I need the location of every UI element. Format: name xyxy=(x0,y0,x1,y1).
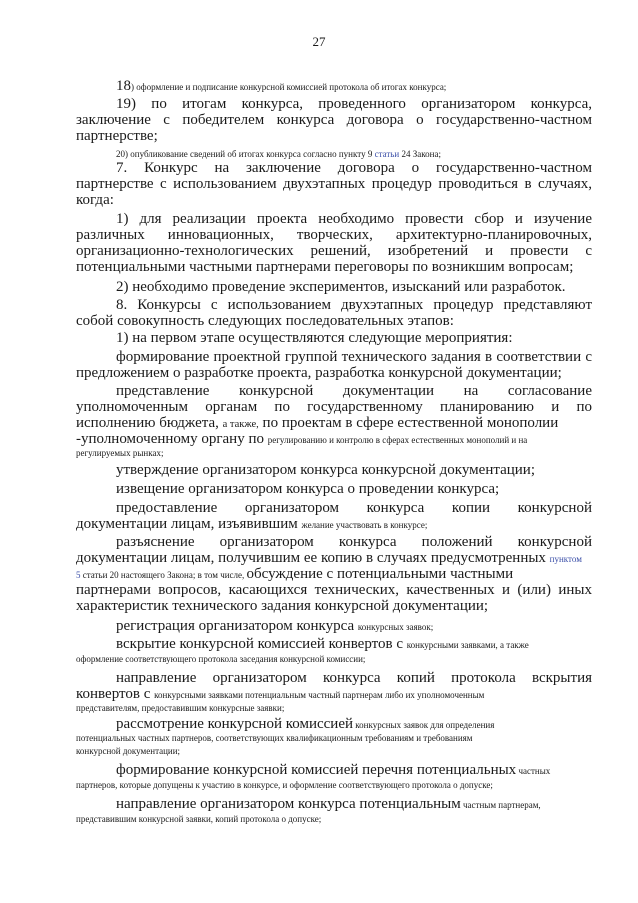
paragraph-19-line: 19) по итогам конкурса, проведенного организатором конкурса, xyxy=(116,96,592,112)
article-link[interactable]: статьи xyxy=(374,149,400,159)
paragraph-7 xyxy=(76,160,592,208)
item-explanation xyxy=(76,534,592,614)
item-send-copies xyxy=(76,670,592,714)
item-open-text: вскрытие конкурсной комиссией конвертов с xyxy=(116,636,407,652)
item-submit-text: исполнению бюджета, xyxy=(76,415,223,431)
item-submit-small-text: регулируемых рынках; xyxy=(76,448,164,458)
item-submit-small-text: а также, xyxy=(222,419,259,430)
paragraph-7-line: когда: xyxy=(76,192,114,208)
item-explain-small-text: статьи 20 настоящего Закона; в том числе, xyxy=(80,570,247,580)
paragraph-8-1-line: 1) на первом этапе осуществляются следующие мероприятия: xyxy=(116,330,513,346)
paragraph-7-1 xyxy=(76,211,592,275)
paragraph-20-text-end: 24 Закона; xyxy=(399,149,441,159)
item-explain-line: разъяснение организатором конкурса положений конкурсной xyxy=(116,534,592,550)
item-explain-line: характеристик технического задания конкурсной документации; xyxy=(76,598,489,614)
item-review-small-text: потенциальных частных партнеров, соответствующих квалификационным требованиям и требованиям xyxy=(76,733,473,743)
paragraph-7-line: партнерстве с использованием двухэтапных процедур проводиться в случаях, xyxy=(76,176,592,192)
item-provide-line: предоставление организатором конкурса копии конкурсной xyxy=(116,500,592,516)
item-notice xyxy=(76,481,592,497)
item-provide-small-text: желание участвовать в конкурсе; xyxy=(301,520,428,530)
item-register-text: регистрация организатором конкурса xyxy=(116,618,358,634)
paragraph-7-line: 7. Конкурс на заключение договора о государственно-частном xyxy=(116,160,592,176)
item-number-18: 18 xyxy=(116,78,131,94)
clause-link[interactable]: пунктом xyxy=(549,554,582,564)
item-send-protocol-small-text: представившим конкурсной заявки, копий протокола о допуске; xyxy=(76,814,322,824)
item-explain-line: партнерами вопросов, касающихся технических, качественных и (или) иных xyxy=(76,582,592,598)
item-send-copies-small-text: представителям, предоставившим конкурсные заявки; xyxy=(76,703,285,713)
paragraph-19-line: заключение с победителем конкурса договора о государственно-частном xyxy=(76,112,592,128)
paragraph-7-1-line: 1) для реализации проекта необходимо провести сбор и изучение xyxy=(116,211,592,227)
item-submit-line: уполномоченным органам по государственному планированию и по xyxy=(76,399,592,415)
item-list-small-text: частных xyxy=(516,766,551,776)
item-register-small-text: конкурсных заявок; xyxy=(357,622,434,632)
item-list-small-text: партнеров, которые допущены к участию в конкурсе, и оформление соответствующего протокола о допуске; xyxy=(76,780,493,790)
paragraph-18-text: ) оформление и подписание конкурсной комиссией протокола об итогах конкурса; xyxy=(131,82,447,92)
item-provide-copy xyxy=(76,500,592,532)
paragraph-18 xyxy=(76,78,592,94)
item-submit-line: представление конкурсной документации на согласование xyxy=(116,383,592,399)
item-provide-text: документации лицам, изъявившим xyxy=(76,516,302,532)
item-registration xyxy=(76,618,592,634)
item-notice-line: извещение организатором конкурса о проведении конкурса; xyxy=(116,481,500,497)
item-send-protocol xyxy=(76,796,592,826)
item-explain-text: обсуждение с потенциальными частными xyxy=(246,566,514,582)
paragraph-19 xyxy=(76,96,592,144)
item-send-copies-text: конвертов с xyxy=(76,686,155,702)
item-technical-task xyxy=(76,349,592,381)
paragraph-20-text: 20) опубликование сведений об итогах конкурса согласно пункту 9 xyxy=(116,149,375,159)
item-send-protocol-small-text: частным партнерам, xyxy=(460,800,541,810)
page-number: 27 xyxy=(312,34,326,49)
item-review-small-text: конкурсных заявок для определения xyxy=(353,720,495,730)
item-technical-task-line: предложением о разработке проекта, разработка конкурсной документации; xyxy=(76,365,562,381)
paragraph-7-2 xyxy=(76,279,592,295)
item-list-text: формирование конкурсной комиссией перечня потенциальных xyxy=(116,762,517,778)
item-approve-docs xyxy=(76,462,592,478)
item-send-protocol-text: направление организатором конкурса потенциальным xyxy=(116,796,461,812)
item-submit-approval xyxy=(76,383,592,459)
item-opening xyxy=(76,636,592,666)
item-approve-line: утверждение организатором конкурса конкурсной документации; xyxy=(116,462,535,478)
paragraph-8-1 xyxy=(76,330,592,346)
item-send-copies-line: направление организатором конкурса копий протокола вскрытия xyxy=(116,670,592,686)
paragraph-7-2-line: 2) необходимо проведение экспериментов, изысканий или разработок. xyxy=(116,279,566,295)
clause-link-number[interactable]: 5 xyxy=(76,570,81,580)
item-explain-text: документации лицам, получившим ее копию в случаях предусмотренных xyxy=(76,550,550,566)
item-send-copies-small-text: конкурсными заявками потенциальным частный партнерам либо их уполномоченным xyxy=(154,690,485,700)
paragraph-8 xyxy=(76,297,592,329)
paragraph-7-1-line: потенциальными частными партнерами переговоры по возникшим вопросам; xyxy=(76,259,574,275)
paragraph-19-line: партнерстве; xyxy=(76,128,158,144)
item-list-formation xyxy=(76,762,592,792)
paragraph-7-1-line: различных инновационных, творческих, архитектурно-планировочных, xyxy=(76,227,592,243)
item-submit-text: по проектам в сфере естественной монополии xyxy=(258,415,559,431)
item-submit-text: -уполномоченному органу по xyxy=(76,431,268,447)
item-technical-task-line: формирование проектной группой технического задания в соответствии с xyxy=(116,349,592,365)
item-submit-small-text: регулированию и контролю в сферах естественных монополий и на xyxy=(267,435,528,445)
paragraph-8-line: собой совокупность следующих последовательных этапов: xyxy=(76,313,454,329)
item-review-small-text: конкурсной документации; xyxy=(76,746,181,756)
item-open-small-text: оформление соответствующего протокола заседания конкурсной комиссии; xyxy=(76,654,366,664)
paragraph-7-1-line: организационно-технологических решений, изобретений и провести с xyxy=(76,243,592,259)
item-open-small-text: конкурсными заявками, а также xyxy=(406,640,529,650)
item-review-text: рассмотрение конкурсной комиссией xyxy=(116,716,354,732)
item-review xyxy=(76,716,592,758)
paragraph-8-line: 8. Конкурсы с использованием двухэтапных процедур представляют xyxy=(116,297,592,313)
